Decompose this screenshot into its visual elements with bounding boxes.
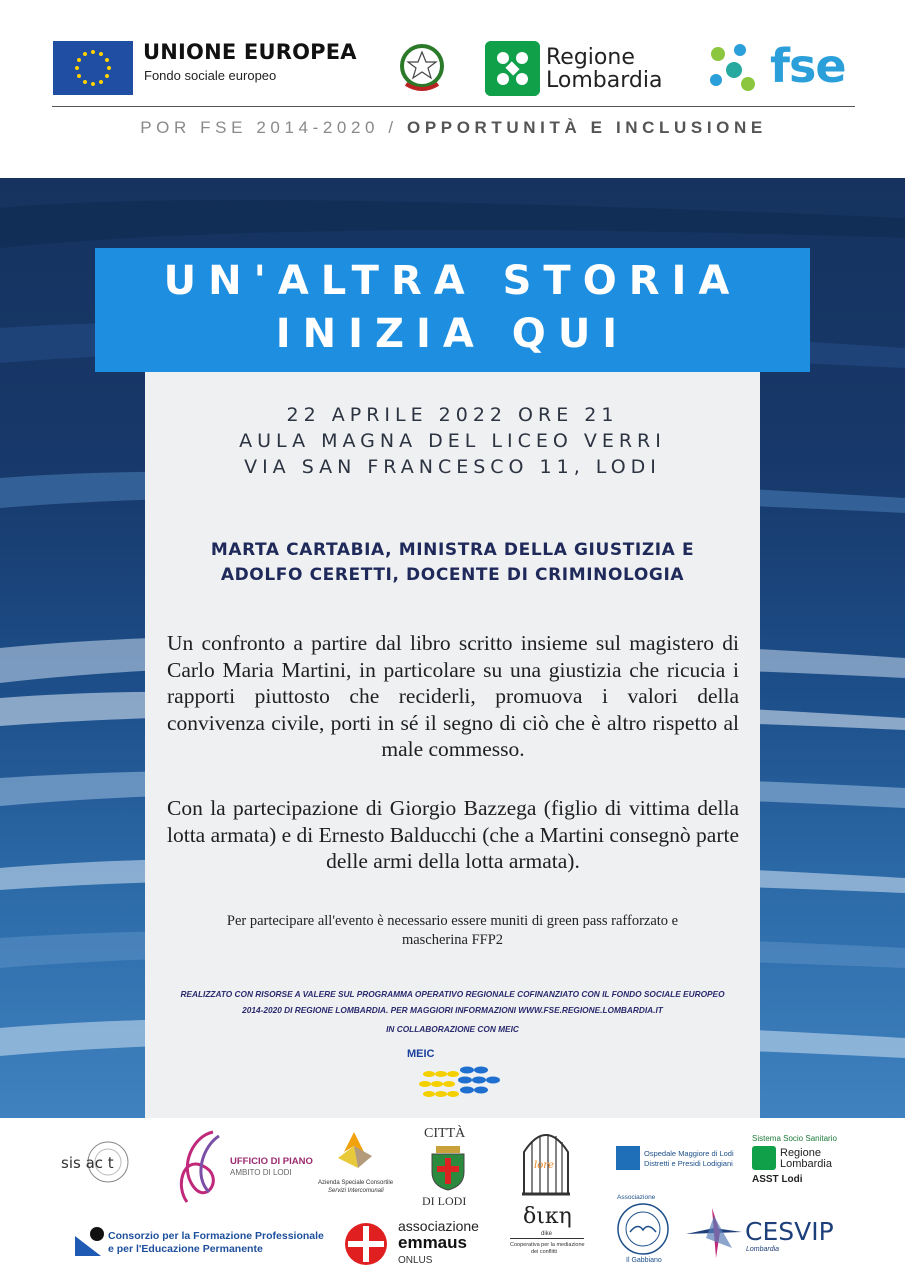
event-when-where	[145, 402, 760, 480]
program-tagline	[52, 118, 855, 138]
svg-text:lore: lore	[534, 1160, 554, 1171]
dike-divider	[510, 1238, 584, 1239]
event-details-panel	[145, 372, 760, 1118]
consorzio-logo-icon	[75, 1226, 107, 1256]
event-address: VIA SAN FRANCESCO 11, LODI	[244, 456, 661, 478]
asst-regione-line2: Lombardia	[780, 1158, 832, 1170]
event-title-line2: INIZIA QUI	[275, 311, 630, 357]
poster-background	[0, 178, 905, 1118]
sisacat-wordmark: sis ac t	[61, 1154, 114, 1172]
funding-line1: REALIZZATO CON RISORSE A VALERE SUL PROGRAMMA OPERATIVO REGIONALE COFINANZIATO CON IL FONDO SOCIALE EUROPEO	[180, 989, 725, 999]
ufficio-di-piano-area: AMBITO DI LODI	[230, 1168, 292, 1177]
ospedale-line2: Distretti e Presidi Lodigiani	[644, 1159, 733, 1168]
fse-wordmark: fse	[770, 39, 846, 93]
eu-subtitle: Fondo sociale europeo	[144, 68, 277, 83]
dike-greek-wordmark: δικη	[523, 1204, 572, 1229]
note-line2: mascherina FFP2	[401, 932, 504, 948]
dike-latin-wordmark: dike	[541, 1231, 553, 1237]
cesvip-sub: Lombardia	[746, 1246, 780, 1253]
asst-regione-line1: Regione	[780, 1147, 821, 1159]
ufficio-di-piano-logo-icon	[173, 1126, 233, 1208]
speaker-ceretti: ADOLFO CERETTI, DOCENTE DI CRIMINOLOGIA	[220, 565, 685, 585]
lodi-coat-of-arms-icon	[428, 1146, 468, 1192]
citta-di-lodi-bottom: DI LODI	[422, 1194, 467, 1208]
funding-disclaimer	[165, 986, 740, 1018]
fse-molecule-icon	[704, 40, 764, 96]
event-venue: AULA MAGNA DEL LICEO VERRI	[239, 430, 666, 452]
ufficio-di-piano-name: UFFICIO DI PIANO	[230, 1156, 313, 1167]
partner-logos	[0, 1118, 905, 1280]
speaker-cartabia: MARTA CARTABIA, MINISTRA DELLA GIUSTIZIA E	[210, 540, 695, 560]
dike-caption-line1: Cooperativa per la mediazione	[510, 1242, 585, 1248]
dike-caption-line2: dei conflitti	[531, 1249, 557, 1255]
tagline-program: POR FSE 2014-2020 /	[140, 118, 408, 137]
asst-lodi: ASST Lodi	[752, 1174, 803, 1185]
meic-wordmark: MEIC	[407, 1048, 435, 1060]
funding-line2: 2014-2020 DI REGIONE LOMBARDIA. PER MAGGIORI INFORMAZIONI WWW.FSE.REGIONE.LOMBARDIA.IT	[242, 1005, 663, 1015]
consorzio-line2: e per l'Educazione Permanente	[108, 1243, 263, 1255]
eu-flag-icon	[53, 41, 133, 95]
regione-lombardia-icon	[485, 41, 540, 96]
gabbiano-top: Associazione	[617, 1194, 656, 1201]
emmaus-line3: ONLUS	[398, 1255, 433, 1266]
regione-line2: Lombardia	[546, 68, 663, 93]
event-description: Un confronto a partire dal libro scritto insieme sul magistero di Carlo Maria Martini, in particolare su una giustizia che ricucia i rapporti piuttosto che reciderli, promuova i valori della convivenza civile, porti in sé il segno di ciò che è altro rispetto al male commesso.	[167, 631, 739, 761]
cesvip-wordmark: CESVIP	[745, 1217, 834, 1246]
event-date-time: 22 APRILE 2022 ORE 21	[286, 404, 619, 426]
gabbiano-bottom: Il Gabbiano	[626, 1257, 662, 1264]
azienda-consortile-logo-icon	[330, 1128, 378, 1176]
green-pass-note	[185, 912, 720, 950]
header	[0, 0, 905, 178]
eu-title: UNIONE EUROPEA	[143, 40, 357, 64]
azienda-consortile-line2: Servizi Intercomunali	[328, 1188, 384, 1194]
citta-di-lodi-top: CITTÀ	[424, 1126, 466, 1141]
event-title-line1: UN'ALTRA STORIA	[163, 258, 742, 304]
sistema-socio-sanitario: Sistema Socio Sanitario	[752, 1134, 837, 1143]
ospedale-logo-icon	[616, 1146, 640, 1170]
event-participants: Con la partecipazione di Giorgio Bazzega (figlio di vittima della lotta armata) e di Ernesto Balducchi (che a Martini consegnò parte delle armi della lotta armata).	[167, 796, 739, 873]
cesvip-logo-icon	[686, 1208, 742, 1258]
azienda-consortile-line1: Azienda Speciale Consortile	[318, 1180, 394, 1186]
event-title-banner	[95, 248, 810, 372]
tagline-theme: OPPORTUNITÀ E INCLUSIONE	[407, 118, 767, 137]
collaboration-note: IN COLLABORAZIONE CON MEIC	[386, 1024, 519, 1034]
regione-lombardia-wordmark	[546, 46, 662, 92]
header-divider	[52, 106, 855, 107]
ospedale-line1: Ospedale Maggiore di Lodi	[644, 1149, 734, 1158]
asst-regione-icon	[752, 1146, 776, 1170]
italian-republic-emblem-icon	[396, 40, 448, 96]
il-gabbiano-logo-icon	[616, 1202, 670, 1256]
emmaus-logo-icon	[344, 1222, 388, 1266]
emmaus-line2: emmaus	[398, 1233, 467, 1252]
event-speakers	[145, 538, 760, 588]
note-line1: Per partecipare all'evento è necessario essere muniti di green pass rafforzato e	[226, 913, 679, 929]
consorzio-line1: Consorzio per la Formazione Professionale	[108, 1230, 324, 1242]
emmaus-line1: associazione	[398, 1218, 479, 1234]
birdcage-icon	[518, 1124, 574, 1198]
regione-line1: Regione	[546, 45, 635, 70]
